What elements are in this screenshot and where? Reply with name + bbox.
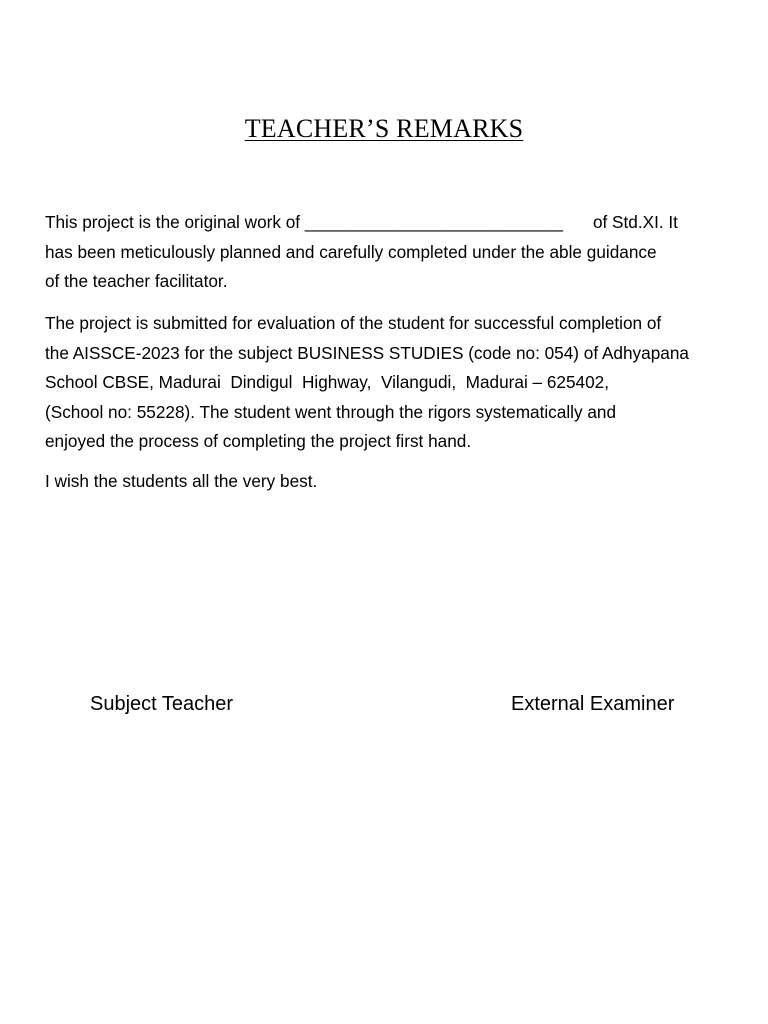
external-examiner-signature-label: External Examiner — [511, 693, 675, 715]
student-name-blank: ___________________________ — [304, 212, 563, 232]
paragraph-original-work — [45, 208, 735, 297]
paragraph-line: (School no: 55228). The student went through the rigors systematically and — [45, 401, 617, 422]
paragraph-line: the AISSCE-2023 for the subject BUSINESS STUDIES (code no: 054) of Adhyapana — [45, 342, 689, 363]
paragraph-best-wishes: I wish the students all the very best. — [45, 471, 318, 491]
line-text: This project is the original work of — [45, 212, 301, 232]
line-text: of Std.XI. It — [592, 212, 678, 232]
paragraph-line: enjoyed the process of completing the project first hand. — [45, 431, 472, 451]
paragraph-submission — [45, 309, 735, 457]
paragraph-line: has been meticulously planned and carefully completed under the able guidance — [45, 241, 657, 262]
paragraph-line: School CBSE, Madurai Dindigul Highway, Vilangudi, Madurai – 625402, — [45, 372, 610, 392]
paragraph-line: of the teacher facilitator. — [45, 271, 228, 291]
subject-teacher-signature-label: Subject Teacher — [90, 693, 234, 715]
page-title: TEACHER’S REMARKS — [244, 114, 524, 143]
paragraph-line — [45, 208, 735, 238]
paragraph-line: The project is submitted for evaluation of the student for successful completion of — [45, 313, 662, 333]
